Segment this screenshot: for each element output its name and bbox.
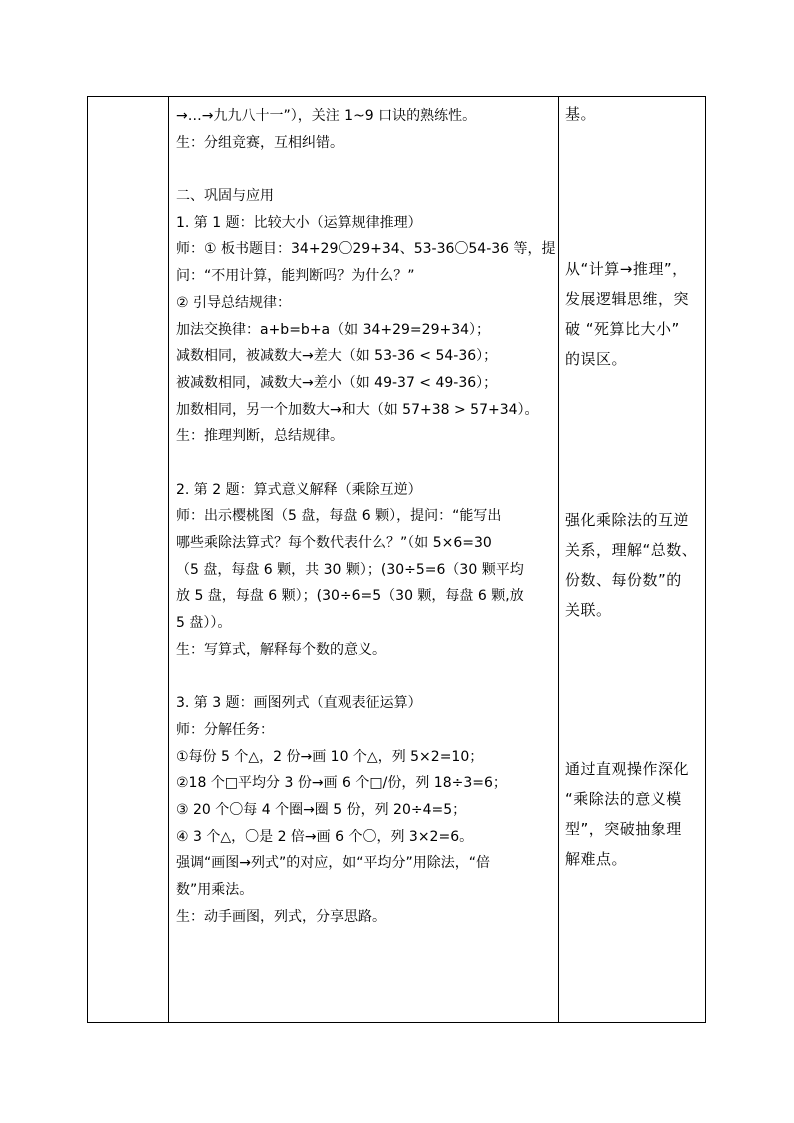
- note-line: 关联。: [565, 601, 612, 619]
- text-line: 生：动手画图，列式，分享思路。: [176, 908, 386, 925]
- note-line: 基。: [565, 105, 597, 123]
- text-line: 减数相同，被减数大→差大（如 53-36 < 54-36）；: [176, 348, 498, 365]
- note-block: [565, 754, 689, 874]
- blank-line: [176, 156, 552, 183]
- text-line: 5 盘））。: [176, 615, 232, 632]
- lesson-table: [87, 96, 706, 1023]
- note-line: “乘除法的意义模: [565, 790, 682, 808]
- note-block: [565, 99, 596, 129]
- text-line: 1. 第 1 题：比较大小（运算规律推理）: [176, 214, 422, 231]
- text-line: 师：分解任务：: [176, 721, 274, 738]
- text-line: ③ 20 个〇每 4 个圈→圈 5 份，列 20÷4=5；: [176, 801, 467, 818]
- note-line: 从“计算→推理”，: [565, 260, 688, 278]
- text-line: 强调“画图→列式”的对应，如“平均分”用除法，“倍: [176, 855, 490, 872]
- text-line: 师：出示樱桃图（5 盘，每盘 6 颗），提问：“能写出: [176, 508, 502, 525]
- note-line: 发展逻辑思维，突: [565, 290, 690, 308]
- note-line: 关系，理解“总数、: [565, 541, 698, 559]
- text-line: 放 5 盘，每盘 6 颗）；(30÷6=5（30 颗，每盘 6 颗,放: [176, 588, 524, 605]
- text-line: 哪些乘除法算式？每个数代表什么？”（如 5×6=30: [176, 535, 492, 551]
- note-line: 型”，突破抽象理: [565, 820, 682, 838]
- note-line: 的误区。: [565, 350, 628, 368]
- teaching-process-cell: [169, 97, 558, 1022]
- text-line: 生：推理判断，总结规律。: [176, 428, 344, 445]
- text-line: ④ 3 个△，〇是 2 倍→画 6 个〇，列 3×2=6。: [176, 828, 474, 845]
- text-line: ①每份 5 个△，2 份→画 10 个△，列 5×2=10；: [176, 748, 484, 765]
- text-line: →…→九九八十一”），关注 1~9 口诀的熟练性。: [176, 108, 477, 124]
- text-line: 2. 第 2 题：算式意义解释（乘除互逆）: [176, 481, 422, 498]
- text-line: ②18 个□平均分 3 份→画 6 个□/份，列 18÷3=6；: [176, 775, 507, 792]
- text-line: 加数相同，另一个加数大→和大（如 57+38 > 57+34）。: [176, 401, 539, 418]
- text-line: 被减数相同，减数大→差小（如 49-37 < 49-36）；: [176, 374, 498, 391]
- text-line: 生：写算式，解释每个数的意义。: [176, 641, 386, 658]
- empty-left-cell: [88, 97, 168, 1022]
- note-line: 破 “死算比大小”: [565, 320, 680, 338]
- blank-line: [176, 663, 552, 690]
- note-block: [565, 505, 697, 625]
- text-line: （5 盘，每盘 6 颗，共 30 颗）；(30÷5=6（30 颗平均: [176, 561, 524, 578]
- note-line: 解难点。: [565, 850, 628, 868]
- text-line: 师：① 板书题目：34+29〇29+34、53-36〇54-36 等，提: [176, 241, 556, 258]
- text-line: 数”用乘法。: [176, 881, 254, 898]
- note-line: 份数、每份数”的: [565, 571, 682, 589]
- note-line: 强化乘除法的互逆: [565, 511, 690, 529]
- text-line: ② 引导总结规律：: [176, 294, 292, 311]
- text-line: 加法交换律：a+b=b+a（如 34+29=29+34）；: [176, 321, 491, 338]
- note-block: [565, 254, 689, 374]
- design-intent-cell: [559, 97, 705, 1022]
- text-line: 二、巩固与应用: [176, 188, 274, 205]
- text-line: 问：“不用计算，能判断吗？为什么？”: [176, 268, 415, 285]
- blank-line: [176, 450, 552, 477]
- text-line: 生：分组竞赛，互相纠错。: [176, 134, 344, 151]
- text-line: 3. 第 3 题：画图列式（直观表征运算）: [176, 695, 422, 712]
- note-line: 通过直观操作深化: [565, 760, 690, 778]
